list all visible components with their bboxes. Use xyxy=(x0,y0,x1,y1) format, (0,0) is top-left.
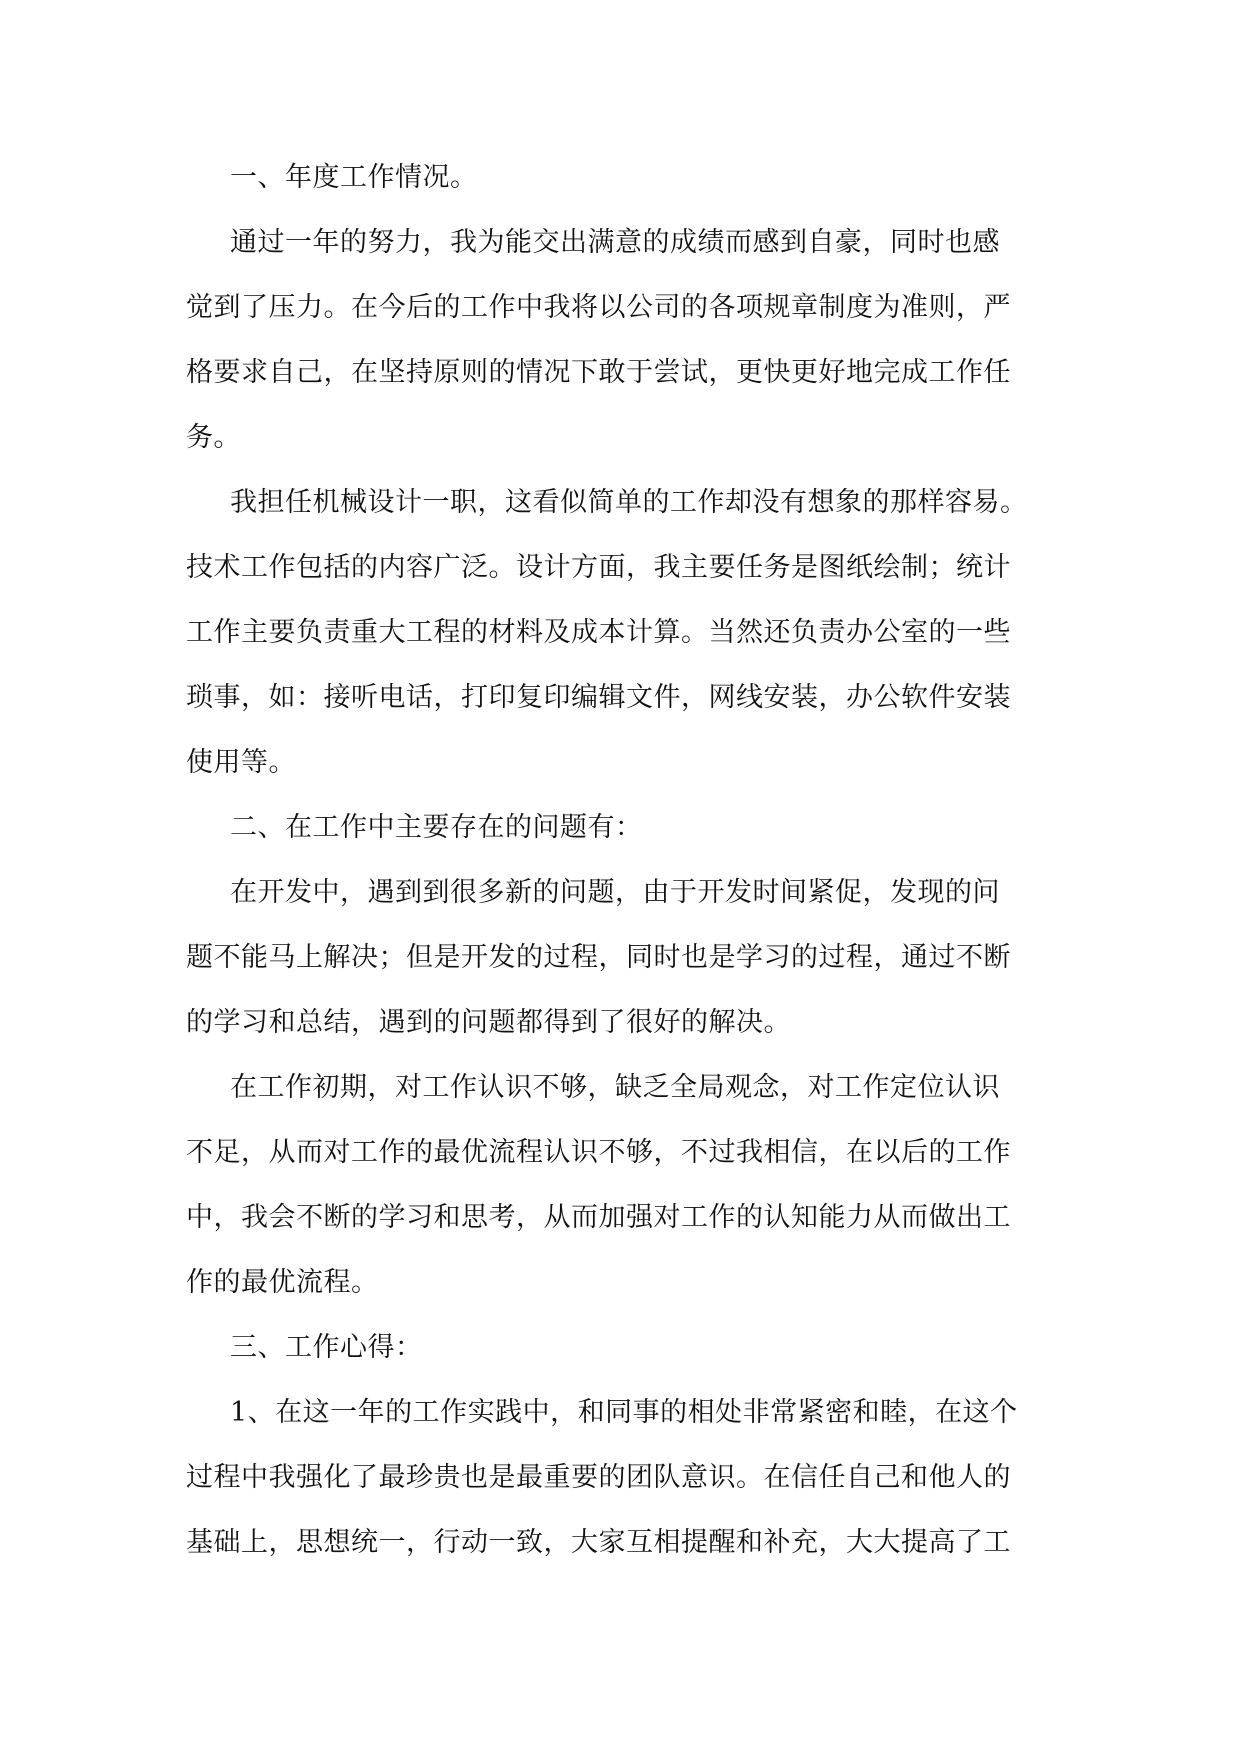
heading-line: 三、工作心得： xyxy=(230,1332,423,1363)
text-line: 觉到了压力。在今后的工作中我将以公司的各项规章制度为准则，严 xyxy=(186,292,1011,323)
section-heading-2 xyxy=(186,795,1056,860)
text-line: 琐事，如：接听电话，打印复印编辑文件，网线安装，办公软件安装 xyxy=(186,682,1011,713)
paragraph-2 xyxy=(186,470,1056,795)
text-line: 作的最优流程。 xyxy=(186,1267,379,1298)
heading-line: 一、年度工作情况。 xyxy=(230,162,478,193)
text-line: 在工作初期，对工作认识不够，缺乏全局观念，对工作定位认识 xyxy=(230,1072,1000,1103)
text-line: 基础上，思想统一，行动一致，大家互相提醒和补充，大大提高了工 xyxy=(186,1527,1011,1558)
text-line: 使用等。 xyxy=(186,747,296,778)
paragraph-4 xyxy=(186,1055,1056,1315)
text-line: 过程中我强化了最珍贵也是最重要的团队意识。在信任自己和他人的 xyxy=(186,1462,1011,1493)
text-line: 技术工作包括的内容广泛。设计方面，我主要任务是图纸绘制；统计 xyxy=(186,552,1011,583)
text-line: 务。 xyxy=(186,422,241,453)
text-line: 1、在这一年的工作实践中，和同事的相处非常紧密和睦，在这个 xyxy=(230,1397,1018,1428)
text-line: 我担任机械设计一职，这看似简单的工作却没有想象的那样容易。 xyxy=(230,487,1028,518)
text-line: 的学习和总结，遇到的问题都得到了很好的解决。 xyxy=(186,1007,791,1038)
text-line: 中，我会不断的学习和思考，从而加强对工作的认知能力从而做出工 xyxy=(186,1202,1011,1233)
section-heading-1 xyxy=(186,145,1056,210)
text-line: 格要求自己，在坚持原则的情况下敢于尝试，更快更好地完成工作任 xyxy=(186,357,1011,388)
text-line: 在开发中，遇到到很多新的问题，由于开发时间紧促，发现的问 xyxy=(230,877,1000,908)
text-line: 题不能马上解决；但是开发的过程，同时也是学习的过程，通过不断 xyxy=(186,942,1011,973)
paragraph-3 xyxy=(186,860,1056,1055)
text-line: 不足，从而对工作的最优流程认识不够，不过我相信，在以后的工作 xyxy=(186,1137,1011,1168)
heading-line: 二、在工作中主要存在的问题有： xyxy=(230,812,643,843)
text-line: 通过一年的努力，我为能交出满意的成绩而感到自豪，同时也感 xyxy=(230,227,1000,258)
section-heading-3 xyxy=(186,1315,1056,1380)
paragraph-1 xyxy=(186,210,1056,470)
document-body xyxy=(186,145,1056,1575)
text-line: 工作主要负责重大工程的材料及成本计算。当然还负责办公室的一些 xyxy=(186,617,1011,648)
paragraph-5 xyxy=(186,1380,1056,1575)
